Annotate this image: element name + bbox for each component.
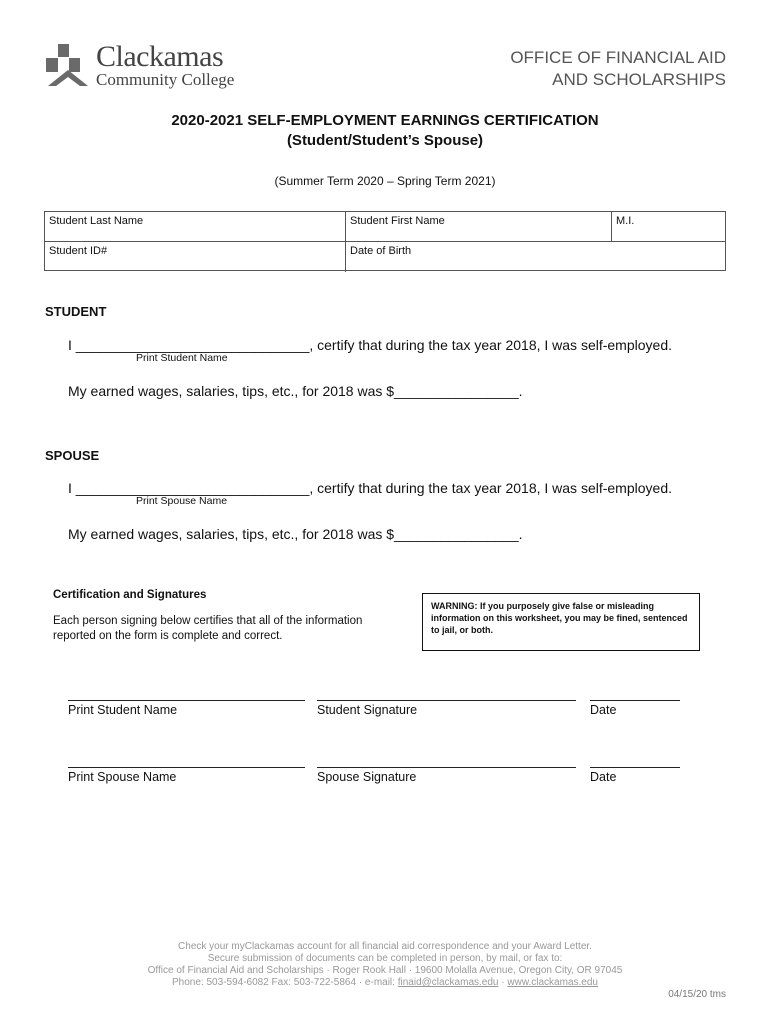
revision-code: 04/15/20 tms: [668, 989, 726, 1000]
spouse-name-caption: Print Spouse Name: [136, 495, 228, 507]
college-logo: [44, 40, 244, 92]
student-signature-line[interactable]: [317, 700, 576, 701]
student-id-label: Student ID#: [49, 245, 108, 257]
certification-title: Certification and Signatures: [53, 589, 207, 601]
spouse-certify-statement[interactable]: I ______________________________, certify that during the tax year 2018, I was self-employed.: [68, 480, 672, 496]
date-of-birth-field[interactable]: [346, 242, 725, 271]
college-name: Clackamas: [96, 40, 224, 73]
office-name: OFFICE OF FINANCIAL AID AND SCHOLARSHIPS: [510, 48, 726, 89]
spouse-date-label: Date: [590, 770, 617, 784]
student-certify-statement[interactable]: I ______________________________, certify that during the tax year 2018, I was self-employed.: [68, 337, 672, 353]
form-title: 2020-2021 SELF-EMPLOYMENT EARNINGS CERTIFICATION: [171, 112, 599, 129]
college-name-subtitle: Community College: [96, 70, 235, 89]
print-student-name-label: Print Student Name: [68, 703, 178, 717]
student-wages-statement[interactable]: My earned wages, salaries, tips, etc., for 2018 was $________________.: [68, 383, 523, 399]
footer-line-3: Office of Financial Aid and Scholarships · Roger Rook Hall · 19600 Molalla Avenue, Oregon City, OR 97045: [147, 965, 623, 976]
footer-line-4: Phone: 503-594-6082 Fax: 503-722-5864 · e-mail: finaid@clackamas.edu · www.clackamas.edu: [172, 977, 598, 988]
print-spouse-name-label: Print Spouse Name: [68, 770, 177, 784]
student-heading: STUDENT: [45, 304, 107, 319]
certification-text: Each person signing below certifies that all of the information reported on the form is complete and correct.: [53, 615, 363, 642]
footer-line-1: Check your myClackamas account for all financial aid correspondence and your Award Letter.: [178, 941, 592, 952]
student-first-name-field[interactable]: [346, 212, 611, 241]
student-id-field[interactable]: [45, 242, 345, 271]
spouse-date-line[interactable]: [590, 767, 680, 768]
student-first-name-label: Student First Name: [350, 215, 445, 227]
student-last-name-label: Student Last Name: [49, 215, 144, 227]
student-name-caption: Print Student Name: [136, 352, 228, 364]
spouse-signature-line[interactable]: [317, 767, 576, 768]
footer-line-2: Secure submission of documents can be completed in person, by mail, or fax to:: [207, 953, 563, 964]
student-signature-label: Student Signature: [317, 703, 418, 717]
spouse-signature-label: Spouse Signature: [317, 770, 417, 784]
print-spouse-name-line[interactable]: [68, 767, 305, 768]
student-date-line[interactable]: [590, 700, 680, 701]
warning-box: WARNING: If you purposely give false or misleading information on this worksheet, you may be fined, sentenced to jail, or both.: [422, 593, 700, 651]
student-info-table: [44, 211, 726, 271]
email-link[interactable]: finaid@clackamas.edu: [397, 977, 499, 988]
student-last-name-field[interactable]: [45, 212, 345, 241]
print-student-name-line[interactable]: [68, 700, 305, 701]
form-subtitle: (Student/Student’s Spouse): [286, 132, 484, 149]
student-date-label: Date: [590, 703, 617, 717]
mi-label: M.I.: [616, 215, 635, 227]
date-of-birth-label: Date of Birth: [350, 245, 412, 257]
term-range: (Summer Term 2020 – Spring Term 2021): [274, 174, 496, 188]
spouse-heading: SPOUSE: [45, 448, 100, 463]
spouse-wages-statement[interactable]: My earned wages, salaries, tips, etc., for 2018 was $________________.: [68, 526, 523, 542]
website-link[interactable]: www.clackamas.edu: [507, 977, 598, 988]
mi-field[interactable]: [612, 212, 725, 241]
footer: [0, 941, 770, 989]
clackamas-logo-icon: [44, 42, 92, 90]
